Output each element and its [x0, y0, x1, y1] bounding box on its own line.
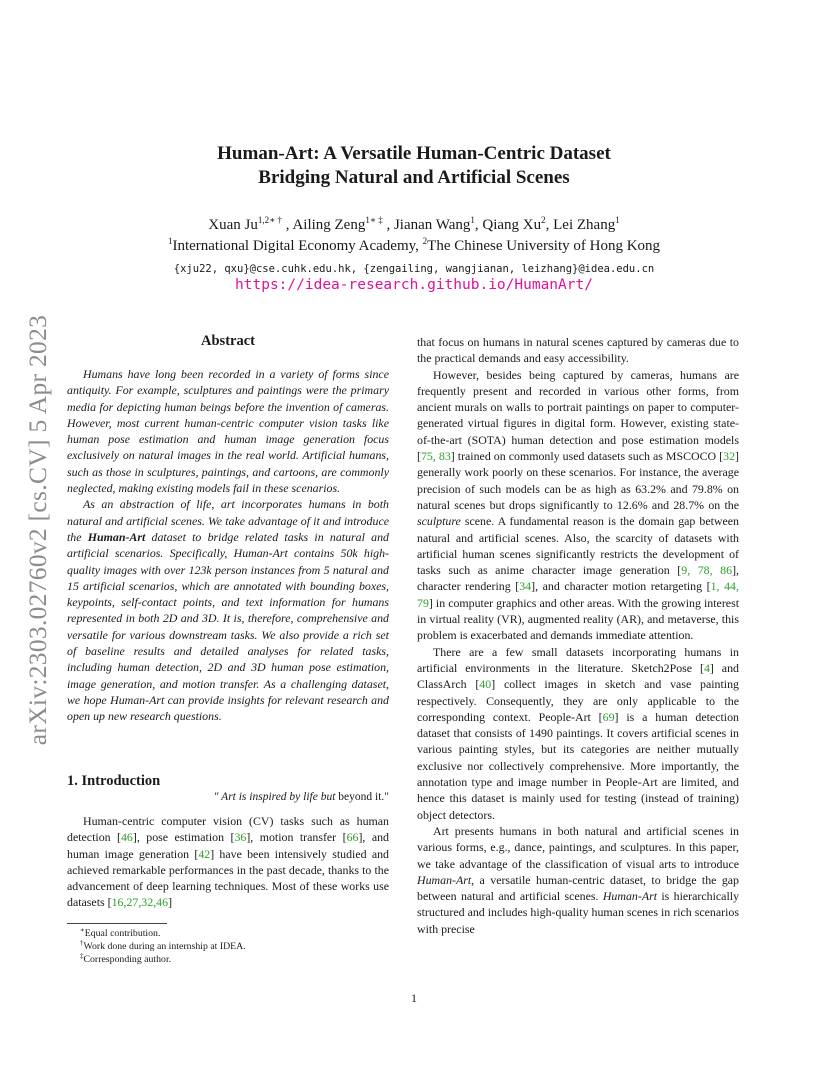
paper-title — [0, 142, 828, 190]
affiliation: The Chinese University of Hong Kong — [427, 238, 661, 254]
body-paragraph: Art presents humans in both natural and artificial scenes in various forms, e.g., dance, paintings, and sculptures. In this paper, we take advantage of the classification of visual arts to introduce Human-Art, a versatile human-centric dataset, to bridge the gap between natural and artificial scenes. Human-Art is hierarchically structured and includes high-quality human scenes in rich scenarios with precise — [417, 823, 740, 936]
right-column-body — [417, 334, 739, 937]
body-paragraph: that focus on humans in natural scenes captured by cameras due to the practical demands and easy accessibility. — [417, 335, 739, 366]
affiliations: $^1$International Digital Economy Academy, $^2$The Chinese University of Hong Kong — [167, 236, 661, 254]
project-url-link[interactable]: https://idea-research.github.io/HumanArt/ — [235, 277, 593, 293]
citation-link[interactable]: 32 — [723, 449, 736, 464]
footnote: ∗Equal contribution. — [80, 926, 161, 939]
citation-link[interactable]: 46 — [120, 830, 133, 845]
author: Lei Zhang — [553, 217, 616, 233]
citation-link[interactable]: 40 — [479, 677, 492, 692]
citation-link[interactable]: 16,27,32,46 — [111, 895, 169, 910]
body-paragraph: Human-centric computer vision (CV) tasks such as human detection [46], pose estimation [36], motion transfer [66], and human image generation [42] have been intensively studied and achieved remarkable performances in the past decade, thanks to the advancement of deep learning techniques. Most of these works use datasets [16,27,32,46] — [67, 814, 389, 910]
author-emails: {xju22, qxu}@cse.cuhk.edu.hk, {zengailing, wangjianan, leizhang}@idea.edu.cn — [173, 263, 655, 275]
citation-link[interactable]: 75, 83 — [420, 449, 451, 464]
section-heading-introduction: 1. Introduction — [67, 773, 161, 789]
citation-link[interactable]: 42 — [198, 846, 211, 861]
footnotes — [80, 927, 246, 966]
title-line-1: Human-Art: A Versatile Human-Centric Dataset — [217, 143, 611, 164]
author: Xuan Ju — [208, 217, 258, 233]
citation-link[interactable]: 1, 44, 79 — [417, 579, 739, 610]
affiliation: International Digital Economy Academy — [172, 238, 416, 254]
author: Ailing Zeng — [292, 217, 366, 233]
arxiv-stamp: arXiv:2303.02760v2 [cs.CV] 5 Apr 2023 — [23, 314, 52, 746]
abstract-paragraph: As an abstraction of life, art incorporates humans in both natural and artificial scenes. We take advantage of it and introduce the Human-Art dataset to bridge related tasks in natural and artificial scenarios. Specifically, Human-Art contains 50k high-quality images with over 123k person instances from 5 natural and 15 artificial scenarios, which are annotated with bounding boxes, keypoints, self-contact points, and text information for humans represented in both 2D and 3D. It is, therefore, comprehensive and versatile for various downstream tasks. We also provide a rich set of baseline results and detailed analyses for related tasks, including human detection, 2D and 3D human pose estimation, image generation, and motion transfer. As a challenging dataset, we hope Human-Art can provide insights for relevant research and open up new research questions. — [67, 497, 390, 724]
footnote-rule — [67, 923, 167, 924]
body-paragraph: However, besides being captured by cameras, humans are frequently present and recorded in various other forms, from ancient murals on walls to portrait paintings on paper to computer-generated virtual figures in digital form. However, existing state-of-the-art (SOTA) human detection and pose estimation models [75, 83] trained on commonly used datasets such as MSCOCO [32] generally work poorly on these scenarios. For instance, the average precision of such models can be as high as 63.2% and 79.8% on natural scenes but drops significantly to 12.6% and 28.7% on the sculpture scene. A fundamental reason is the domain gap between natural and artificial scenes. Also, the scarcity of datasets with artificial human scenes significantly restricts the development of tasks such as anime character image generation [9, 78, 86], character rendering [34], and character motion retargeting [1, 44, 79] in computer graphics and other areas. With the growing interest in virtual reality (VR), augmented reality (AR), and metaverse, this problem is exacerbated and demands immediate attention. — [417, 367, 739, 643]
abstract-heading: Abstract — [201, 333, 255, 349]
citation-link[interactable]: 66 — [346, 830, 359, 845]
page-number: 1 — [411, 991, 417, 1005]
epigraph-quote: " Art is inspired by life but beyond it." — [213, 791, 389, 803]
abstract-paragraph: Humans have long been recorded in a variety of forms since antiquity. For example, sculptures and paintings were the primary media for depicting human beings before the invention of cameras. However, most current human-centric computer vision tasks like human pose estimation and human image generation focus exclusively on natural images in the real world. Artificial humans, such as those in sculptures, paintings, and cartoons, are commonly neglected, making existing models fail in these scenarios. — [67, 367, 389, 496]
author: Jianan Wang — [393, 217, 471, 233]
citation-link[interactable]: 69 — [602, 709, 615, 724]
author: Qiang Xu — [482, 217, 542, 233]
citation-link[interactable]: 4 — [703, 660, 710, 675]
title-line-2: Bridging Natural and Artificial Scenes — [258, 167, 570, 188]
footnote: †Work done during an internship at IDEA. — [80, 939, 246, 952]
abstract-body — [67, 366, 389, 725]
citation-link[interactable]: 34 — [519, 579, 532, 594]
footnote: ‡Corresponding author. — [80, 952, 172, 965]
citation-link[interactable]: 36 — [234, 830, 247, 845]
body-paragraph: There are a few small datasets incorporating humans in artificial environments in the literature. Sketch2Pose [4] and ClassArch [40] collect images in sketch and vase painting respectively. Consequently, they are only applicable to the corresponding context. People-Art [69] is a human detection dataset that consists of 1490 paintings. It covers artificial scenes in various painting styles, but its categories are neither mutually exclusive nor collectively comprehensive. More importantly, the annotation type and image number in People-Art are limited, and hence this dataset is mainly used for testing (instead of training) object detectors. — [417, 644, 739, 822]
introduction-body — [67, 813, 389, 911]
author-list: Xuan $Ju^{1,2∗ \dagger}$ , Ailing Zeng$^{1∗ \ddagger}$ , Jianan Wang$^1$, Qiang Xu$^2$, Lei Zhang$^1$ — [208, 215, 620, 233]
citation-link[interactable]: 9, 78, 86 — [681, 563, 733, 578]
